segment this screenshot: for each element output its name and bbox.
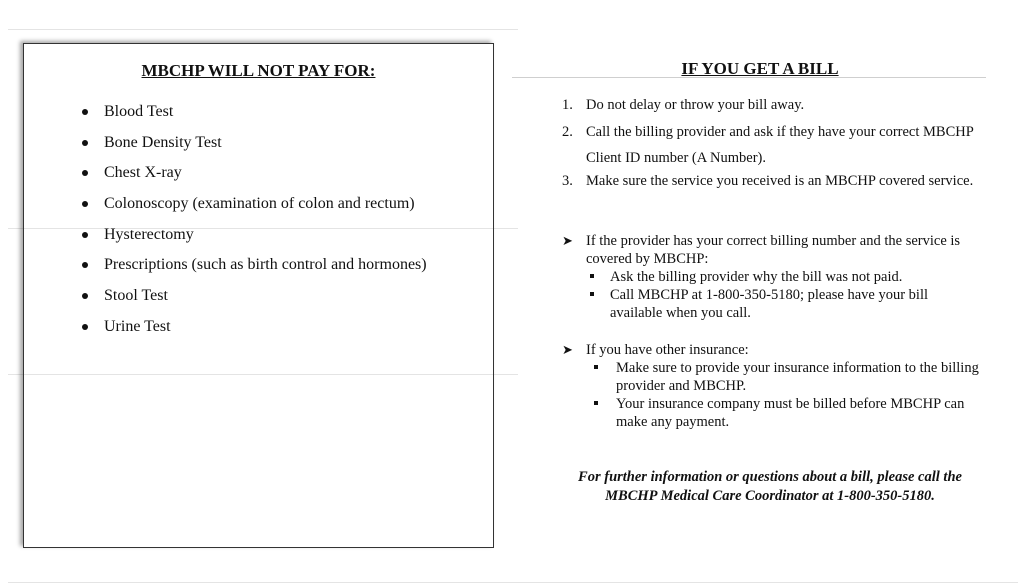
- sub-item-text: Make sure to provide your insurance information to the billing provider and MBCHP.: [616, 360, 979, 394]
- sub-item-text: Call MBCHP at 1-800-350-5180; please have your bill available when you call.: [610, 287, 929, 321]
- condition-text: If the provider has your correct billing number and the service is covered by MBCHP:: [586, 233, 961, 267]
- page-rule-top: [8, 29, 518, 30]
- list-item: Urine Test: [80, 317, 427, 348]
- square-bullet-icon: [594, 401, 598, 405]
- sub-item: [562, 359, 982, 395]
- step-number: 3.: [562, 173, 573, 189]
- bill-section-title: IF YOU GET A BILL: [681, 59, 839, 78]
- list-item: Bone Density Test: [80, 133, 427, 164]
- condition-text: If you have other insurance:: [586, 342, 749, 358]
- condition-block: [562, 341, 982, 431]
- step-text: Make sure the service you received is an MBCHP covered service.: [586, 173, 974, 189]
- sub-item: [562, 395, 982, 431]
- list-item: Hysterectomy: [80, 225, 427, 256]
- step-text: Do not delay or throw your bill away.: [586, 97, 805, 113]
- list-item: Stool Test: [80, 286, 427, 317]
- list-item: Prescriptions (such as birth control and hormones): [80, 255, 427, 286]
- not-covered-title: MBCHP WILL NOT PAY FOR:: [141, 61, 376, 80]
- list-item: Chest X-ray: [80, 163, 427, 194]
- condition-block: [562, 232, 982, 322]
- arrow-bullet-icon: ➤: [562, 233, 573, 248]
- square-bullet-icon: [590, 274, 594, 278]
- sub-item-text: Ask the billing provider why the bill was not paid.: [610, 269, 903, 285]
- square-bullet-icon: [590, 292, 594, 296]
- step-text: Call the billing provider and ask if they have your correct MBCHP Client ID number (A Number).: [586, 124, 974, 166]
- contact-footer-note: For further information or questions about a bill, please call the MBCHP Medical Care Coordinator at 1-800-350-5180.: [578, 469, 962, 504]
- sub-item: [562, 286, 982, 322]
- bill-steps-list: [562, 96, 982, 190]
- page-rule-bottom: [8, 582, 1018, 583]
- square-bullet-icon: [594, 365, 598, 369]
- sub-item-text: Your insurance company must be billed before MBCHP can make any payment.: [616, 396, 965, 430]
- step-item: [562, 96, 982, 114]
- not-covered-list: [80, 102, 427, 348]
- step-item: [562, 119, 982, 171]
- arrow-bullet-icon: ➤: [562, 342, 573, 357]
- step-item: [562, 172, 982, 190]
- step-number: 2.: [562, 124, 573, 140]
- not-covered-box: [23, 43, 494, 548]
- list-item: Blood Test: [80, 102, 427, 133]
- list-item: Colonoscopy (examination of colon and rectum): [80, 194, 427, 225]
- step-number: 1.: [562, 97, 573, 113]
- sub-item: [562, 268, 982, 286]
